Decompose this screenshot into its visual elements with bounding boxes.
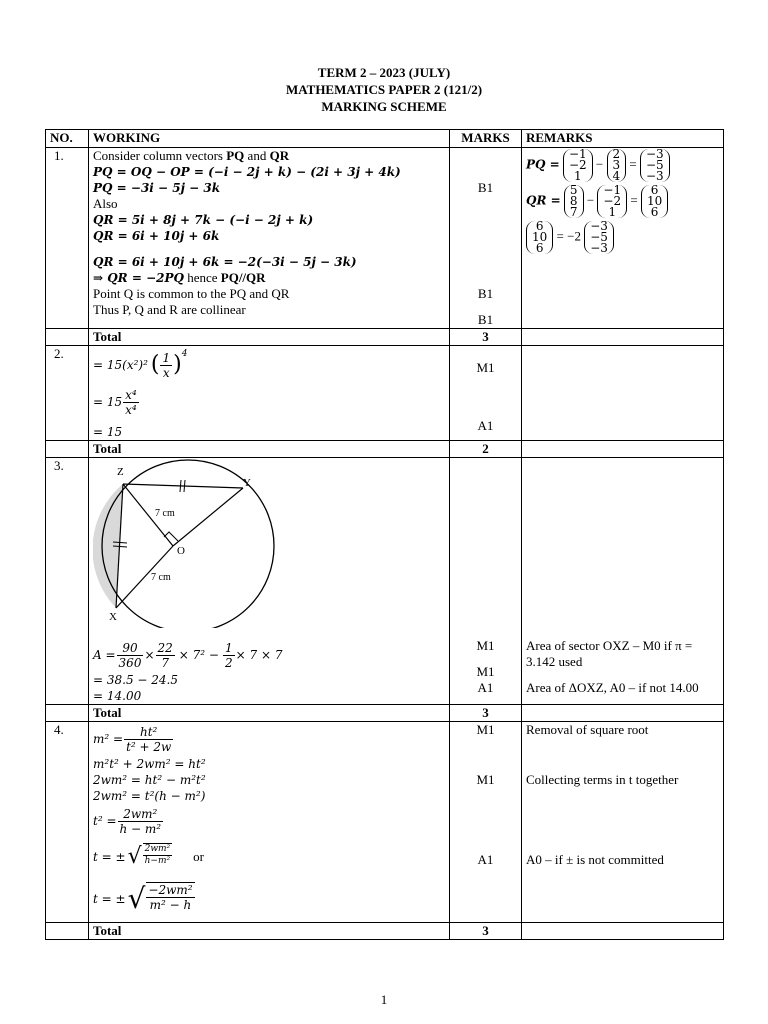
remark: 3.142 used (526, 654, 583, 669)
working-line: 2wm² = t²(h − m²) (93, 789, 206, 803)
question-2-working (89, 346, 450, 441)
vector: −3 −5 −3 (584, 221, 614, 254)
question-4-working (89, 722, 450, 923)
vector: 5 8 7 (564, 185, 584, 218)
working-line: QR = 6i + 10j + 6k = −2(−3i − 5j − 3k) (93, 255, 357, 269)
frac-num: 22 (157, 640, 173, 655)
working-line: PQ = −3i − 5j − 3k (93, 181, 221, 195)
working-line: QR = 6i + 10j + 6k (93, 229, 220, 243)
frac-num: 2wm² (144, 844, 171, 854)
question-2-total-row (46, 441, 724, 458)
question-2-marks (450, 346, 522, 441)
frac-num: 90 (117, 641, 144, 656)
vector: 6 10 6 (526, 221, 553, 254)
question-4-remarks (522, 722, 724, 923)
total-marks: 3 (450, 705, 522, 722)
question-4-row (46, 722, 724, 923)
frac-den: x⁴ (125, 402, 137, 417)
text: ⇒ QR = −2PQ (93, 271, 184, 285)
question-number: 1. (46, 148, 89, 329)
text: t = ± (93, 850, 126, 864)
page-number: 1 (380, 992, 388, 1007)
working-line: 2wm² = ht² − m²t² (93, 773, 206, 787)
total-label: Total (89, 441, 450, 458)
header-paper: MATHEMATICS PAPER 2 (121/2) (285, 82, 483, 97)
text: hence (183, 270, 221, 285)
working-line: Also (93, 196, 118, 211)
question-number: 3. (46, 458, 89, 705)
question-3-working (89, 458, 450, 705)
label-o: O (177, 545, 185, 557)
remark: Area of sector OXZ – M0 if π = (526, 638, 693, 653)
working-line (93, 804, 445, 838)
frac-den: m² − h (149, 898, 192, 912)
working-line: = 38.5 − 24.5 (93, 673, 178, 687)
remark-relation (526, 221, 719, 254)
col-marks-header: MARKS (450, 130, 522, 148)
frac-num: 1 (162, 350, 171, 365)
vector: 2 3 4 (607, 149, 627, 182)
remark: Area of ΔOXZ, A0 – if not 14.00 (526, 680, 699, 695)
header-term: TERM 2 – 2023 (JULY) (317, 65, 451, 80)
frac-den: 360 (118, 655, 142, 670)
chord-zy (123, 484, 243, 488)
text: m² = (93, 732, 124, 746)
remark-qr (526, 185, 719, 218)
text: × (144, 648, 155, 662)
working-line (93, 722, 445, 756)
mark: A1 (477, 418, 494, 433)
frac-num: 1 (224, 640, 233, 655)
text: A = (93, 648, 116, 662)
total-marks: 2 (450, 441, 522, 458)
spacer (93, 244, 445, 254)
text: × 7² − (178, 648, 219, 662)
tick-mark (180, 480, 181, 492)
mark: B1 (477, 286, 494, 301)
mark: M1 (476, 722, 495, 737)
question-4-total-row (46, 923, 724, 940)
question-1-remarks (522, 148, 724, 329)
line-yo (173, 488, 243, 546)
text: or (193, 849, 205, 864)
text: and (244, 148, 270, 163)
text: QR (269, 148, 290, 163)
marking-scheme-table (45, 129, 724, 940)
frac-den: 2 (224, 655, 233, 670)
frac-den: 7 (161, 655, 169, 670)
working-line: Thus P, Q and R are collinear (93, 302, 246, 317)
label-x: X (109, 611, 117, 623)
frac-den: h − m² (119, 821, 162, 836)
working-line: QR = 5i + 8j + 7k − (−i − 2j + k) (93, 213, 314, 227)
question-1-marks (450, 148, 522, 329)
question-1-row (46, 148, 724, 329)
remark-pq (526, 149, 719, 182)
text: × 7 × 7 (235, 648, 283, 662)
working-line (93, 270, 445, 286)
col-no-header: NO. (46, 130, 89, 148)
question-3-row (46, 458, 724, 705)
frac-den: x (162, 365, 170, 380)
text: = −2 (556, 228, 581, 244)
length-label: 7 cm (151, 572, 171, 583)
text: − (595, 156, 604, 172)
working-line: m²t² + 2wm² = ht² (93, 757, 206, 771)
mark: M1 (476, 638, 495, 653)
remark: A0 – if ± is not committed (526, 852, 664, 867)
question-4-marks (450, 722, 522, 923)
question-2-row (46, 346, 724, 441)
label-z: Z (117, 466, 124, 478)
frac-num: −2wm² (148, 883, 193, 897)
text: t² = (93, 814, 117, 828)
total-label: Total (89, 329, 450, 346)
mark: A1 (477, 852, 494, 867)
length-label: 7 cm (155, 508, 175, 519)
frac-den: h−m² (144, 856, 171, 866)
working-line: = 15(x²)² ( $\frac{1}{x}$ ) $^4$ (93, 346, 445, 384)
question-number: 2. (46, 346, 89, 441)
question-3-total-row (46, 705, 724, 722)
vector: −1 −2 1 (563, 149, 593, 182)
text: QR = (526, 193, 561, 208)
text: = (629, 156, 637, 172)
col-working-header: WORKING (89, 130, 450, 148)
total-label: Total (89, 923, 450, 940)
label-y: Y (243, 477, 251, 489)
text: = 15(x²)² (93, 358, 148, 372)
working-line: t = ± √ $\frac{\text{−2wm²}}{\text{m² − h}}$ (93, 882, 193, 915)
remark: Collecting terms in t together (526, 772, 679, 787)
vector: 6 10 6 (641, 185, 668, 218)
table-header-row (46, 130, 724, 148)
text: PQ = (526, 157, 560, 172)
question-number: 4. (46, 722, 89, 923)
vector: −1 −2 1 (597, 185, 627, 218)
working-line: t = ± √ $\frac{\text{2wm²}}{\text{h−m²}}$ or (93, 844, 205, 869)
mark: M1 (476, 360, 495, 375)
question-1-working (89, 148, 450, 329)
question-3-remarks (522, 458, 724, 705)
working-line: PQ = OQ − OP = (−i − 2j + k) − (2i + 3j + 4k) (93, 165, 401, 179)
remark: Removal of square root (526, 722, 649, 737)
text: − (586, 192, 595, 208)
exponent: 4 (181, 349, 188, 359)
text: = 15 (93, 395, 123, 409)
text: = (630, 192, 638, 208)
working-line (93, 638, 445, 672)
mark: M1 (476, 664, 495, 679)
working-line (93, 384, 445, 420)
total-marks: 3 (450, 923, 522, 940)
working-line: Point Q is common to the PQ and QR (93, 286, 290, 301)
total-marks: 3 (450, 329, 522, 346)
vector: −3 −5 −3 (640, 149, 670, 182)
circle-diagram (93, 458, 293, 628)
mark: M1 (476, 772, 495, 787)
frac-num: 2wm² (118, 807, 164, 822)
total-label: Total (89, 705, 450, 722)
frac-num: ht² (124, 725, 173, 740)
mark: B1 (477, 180, 494, 195)
mark: B1 (477, 312, 494, 327)
question-1-total-row (46, 329, 724, 346)
tick-mark (184, 480, 185, 492)
text: PQ//QR (220, 270, 266, 285)
working-line: = 14.00 (93, 689, 142, 703)
frac-num: x⁴ (125, 387, 137, 402)
question-3-marks (450, 458, 522, 705)
header-marking-scheme: MARKING SCHEME (321, 99, 447, 114)
text: Consider column vectors (93, 148, 227, 163)
working-line: = 15 (93, 425, 123, 439)
mark: A1 (477, 680, 494, 695)
col-remarks-header: REMARKS (522, 130, 724, 148)
text: PQ (226, 148, 245, 163)
frac-den: t² + 2w (126, 739, 172, 754)
text: t = ± (93, 892, 126, 906)
working-line (93, 148, 445, 164)
